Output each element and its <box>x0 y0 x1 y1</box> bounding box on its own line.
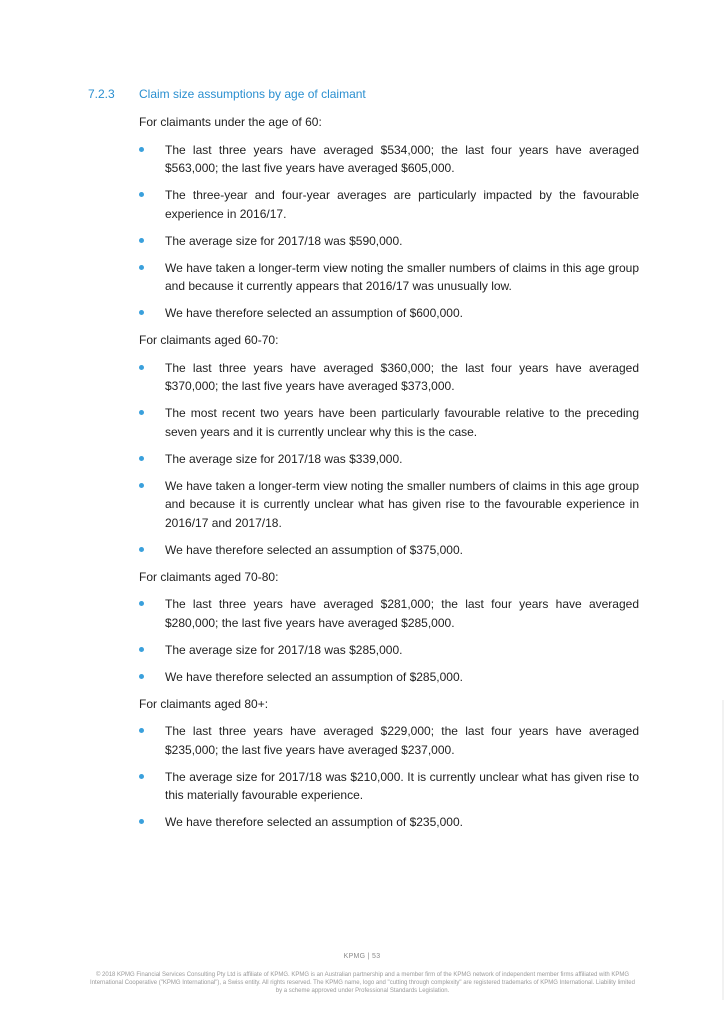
bullet-dot-icon <box>139 265 144 270</box>
section-heading <box>88 87 366 101</box>
footer-legal-notice: © 2018 KPMG Financial Services Consulting Pty Ltd is affiliate of KPMG. KPMG is an Australian partnership and a member firm of the KPMG network of independent member firms affiliated with KPMG International Cooperative ("KPMG International"), a Swiss entity. All rights reserved. The KPMG name, logo and "cutting through complexity" are registered trademarks of KPMG International. Liability limited by a scheme approved under Professional Standards Legislation. <box>90 972 635 994</box>
bullet-dot-icon <box>139 647 144 652</box>
bullet-dot-icon <box>139 456 144 461</box>
bullet-item <box>139 722 639 759</box>
bullet-item <box>139 668 639 687</box>
group-label: For claimants aged 70-80: <box>139 569 279 584</box>
bullet-item <box>139 186 639 223</box>
bullet-item <box>139 359 639 396</box>
bullet-dot-icon <box>139 192 144 197</box>
bullet-dot-icon <box>139 728 144 733</box>
section-body <box>139 113 639 840</box>
bullet-list <box>139 359 639 560</box>
bullet-dot-icon <box>139 547 144 552</box>
bullet-dot-icon <box>139 483 144 488</box>
bullet-item <box>139 404 639 441</box>
bullet-text: The last three years have averaged $534,000; the last four years have averaged $563,000; the last five years have averaged $605,000. <box>165 142 639 175</box>
group-label: For claimants under the age of 60: <box>139 115 322 129</box>
bullet-item <box>139 595 639 632</box>
bullet-dot-icon <box>139 310 144 315</box>
bullet-item <box>139 541 639 560</box>
group-label: For claimants aged 80+: <box>139 696 269 711</box>
bullet-text: We have taken a longer-term view noting the smaller numbers of claims in this age group and because it currently appears that 2016/17 was unusually low. <box>165 260 639 293</box>
bullet-dot-icon <box>139 365 144 370</box>
bullet-text: The last three years have averaged $281,000; the last four years have averaged $280,000; the last five years have averaged $285,000. <box>165 597 639 630</box>
bullet-text: The most recent two years have been particularly favourable relative to the preceding seven years and it is currently unclear why this is the case. <box>165 406 639 439</box>
bullet-text: We have therefore selected an assumption of $375,000. <box>165 542 463 557</box>
bullet-list <box>139 595 639 686</box>
bullet-text: The average size for 2017/18 was $210,000. It is currently unclear what has given rise to this materially favourable experience. <box>165 769 639 802</box>
footer-page-number: KPMG | 53 <box>343 953 381 960</box>
bullet-text: We have taken a longer-term view noting the smaller numbers of claims in this age group and because it is currently unclear what has given rise to the favourable experience in 2016/17 and 2017/18. <box>165 478 639 530</box>
bullet-dot-icon <box>139 601 144 606</box>
bullet-text: The last three years have averaged $229,000; the last four years have averaged $235,000; the last five years have averaged $237,000. <box>165 724 639 757</box>
bullet-dot-icon <box>139 674 144 679</box>
bullet-dot-icon <box>139 410 144 415</box>
bullet-text: We have therefore selected an assumption of $285,000. <box>165 669 463 684</box>
bullet-dot-icon <box>139 238 144 243</box>
bullet-text: We have therefore selected an assumption of $235,000. <box>165 815 463 829</box>
bullet-item <box>139 813 639 832</box>
bullet-list <box>139 722 639 832</box>
bullet-dot-icon <box>139 774 144 779</box>
bullet-item <box>139 259 639 296</box>
bullet-item <box>139 768 639 805</box>
bullet-item <box>139 304 639 323</box>
bullet-item <box>139 641 639 660</box>
bullet-text: The three-year and four-year averages are particularly impacted by the favourable experience in 2016/17. <box>165 188 639 221</box>
bullet-list <box>139 141 639 323</box>
bullet-text: The average size for 2017/18 was $590,000. <box>165 233 403 248</box>
group-label: For claimants aged 60-70: <box>139 333 279 347</box>
bullet-dot-icon <box>139 147 144 152</box>
bullet-text: We have therefore selected an assumption of $600,000. <box>165 306 463 320</box>
section-title: Claim size assumptions by age of claimant <box>139 87 366 101</box>
bullet-text: The average size for 2017/18 was $339,000. <box>165 451 403 466</box>
bullet-item <box>139 141 639 178</box>
bullet-text: The last three years have averaged $360,000; the last four years have averaged $370,000; the last five years have averaged $373,000. <box>165 360 639 393</box>
bullet-item <box>139 450 639 469</box>
bullet-text: The average size for 2017/18 was $285,000. <box>165 642 403 657</box>
section-number: 7.2.3 <box>88 87 115 101</box>
bullet-item <box>139 477 639 533</box>
bullet-item <box>139 232 639 251</box>
bullet-dot-icon <box>139 819 144 824</box>
